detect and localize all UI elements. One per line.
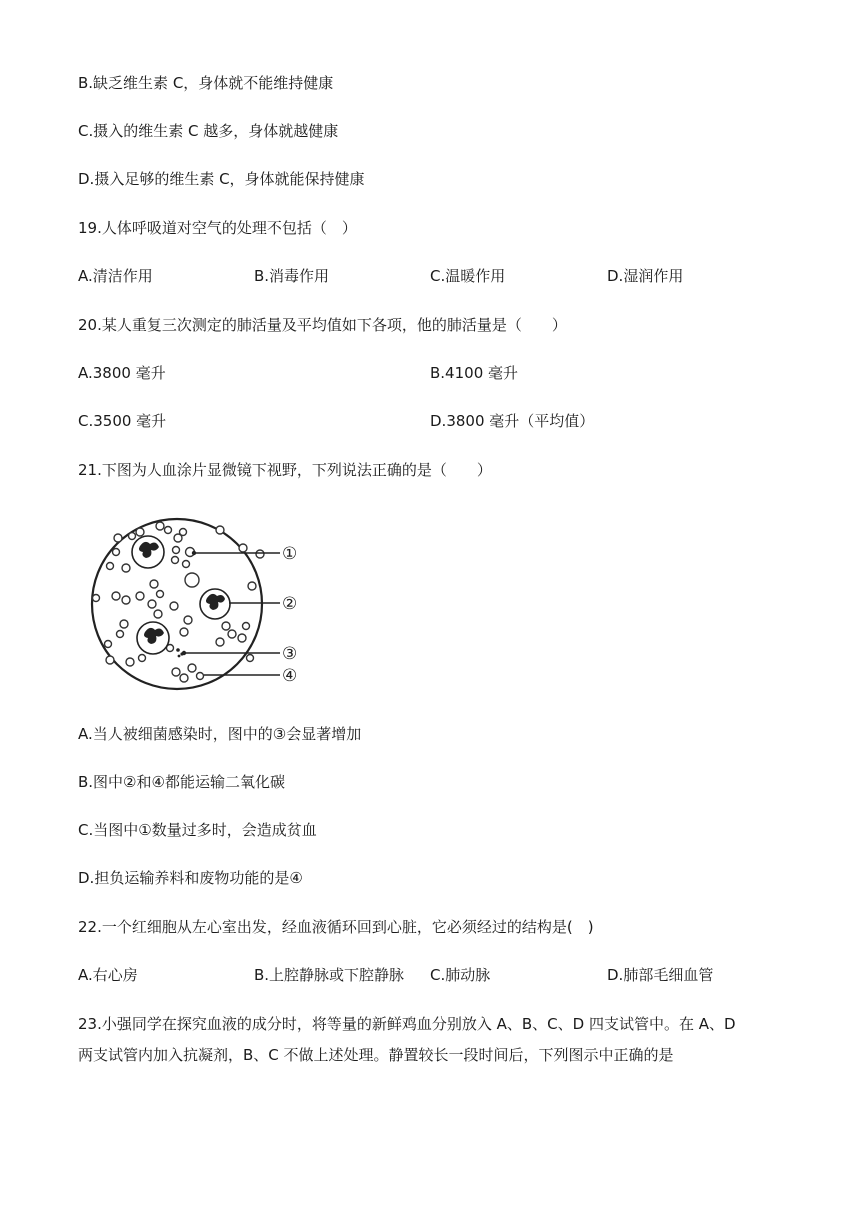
figure-label-1: ① [282, 544, 298, 564]
red-blood-cell [172, 668, 180, 676]
red-blood-cell [180, 674, 188, 682]
q23-stem-line1: 23.小强同学在探究血液的成分时，将等量的新鲜鸡血分别放入 A、B、C、D 四支试管中。在 A、D [78, 1015, 736, 1033]
red-blood-cell [136, 592, 144, 600]
red-blood-cell [122, 596, 130, 604]
q20-option-b: B.4100 毫升 [430, 364, 519, 382]
red-blood-cell [117, 631, 124, 638]
red-blood-cell [197, 673, 204, 680]
q21-stem: 21.下图为人血涂片显微镜下视野，下列说法正确的是（ ） [78, 461, 492, 479]
prev-option-b: B.缺乏维生素 C，身体就不能维持健康 [78, 74, 334, 92]
red-blood-cell [136, 528, 144, 536]
red-blood-cell [247, 655, 254, 662]
red-blood-cell [173, 547, 180, 554]
q21-option-c: C.当图中①数量过多时，会造成贫血 [78, 821, 317, 839]
white-blood-cell [132, 536, 164, 568]
red-blood-cell [222, 622, 230, 630]
platelet [178, 655, 181, 658]
red-blood-cell [150, 580, 158, 588]
red-blood-cell [172, 557, 179, 564]
red-blood-cell [216, 526, 224, 534]
red-blood-cell [180, 628, 188, 636]
q23-stem-line2: 两支试管内加入抗凝剂，B、C 不做上述处理。静置较长一段时间后，下列图示中正确的是 [78, 1046, 674, 1064]
red-blood-cell [122, 564, 130, 572]
red-blood-cell [105, 641, 112, 648]
prev-option-c: C.摄入的维生素 C 越多，身体就越健康 [78, 122, 339, 140]
q20-stem: 20.某人重复三次测定的肺活量及平均值如下各项，他的肺活量是（ ） [78, 316, 567, 334]
red-blood-cell [243, 623, 250, 630]
figure-label-3: ③ [282, 644, 298, 664]
q21-option-d: D.担负运输养料和废物功能的是④ [78, 869, 303, 887]
red-blood-cell [165, 527, 172, 534]
red-blood-cell [180, 529, 187, 536]
red-blood-cell [170, 602, 178, 610]
red-blood-cell [154, 610, 162, 618]
red-blood-cell [156, 522, 164, 530]
red-blood-cell [112, 592, 120, 600]
q20-option-c: C.3500 毫升 [78, 412, 167, 430]
q19-option-a: A.清洁作用 [78, 267, 153, 285]
q21-option-a: A.当人被细菌感染时，图中的③会显著增加 [78, 725, 362, 743]
red-blood-cell [106, 656, 114, 664]
red-blood-cell [188, 664, 196, 672]
red-blood-cell [185, 573, 199, 587]
q22-option-c: C.肺动脉 [430, 966, 491, 984]
platelet [176, 648, 180, 652]
q19-stem: 19.人体呼吸道对空气的处理不包括（ ） [78, 219, 357, 237]
red-blood-cell [113, 549, 120, 556]
red-blood-cell [126, 658, 134, 666]
q19-option-c: C.温暖作用 [430, 267, 506, 285]
q22-option-a: A.右心房 [78, 966, 138, 984]
q19-option-b: B.消毒作用 [254, 267, 330, 285]
prev-option-d: D.摄入足够的维生素 C，身体就能保持健康 [78, 170, 365, 188]
blood-smear-figure [80, 508, 320, 698]
red-blood-cell [248, 582, 256, 590]
q20-option-d: D.3800 毫升（平均值） [430, 412, 595, 430]
red-blood-cell [228, 630, 236, 638]
red-blood-cell [239, 544, 247, 552]
q22-option-d: D.肺部毛细血管 [607, 966, 714, 984]
red-blood-cell [238, 634, 246, 642]
q22-stem: 22.一个红细胞从左心室出发，经血液循环回到心脏，它必须经过的结构是( ) [78, 918, 594, 936]
figure-label-4: ④ [282, 666, 298, 686]
red-blood-cell [107, 563, 114, 570]
q20-option-a: A.3800 毫升 [78, 364, 166, 382]
red-blood-cell [157, 591, 164, 598]
red-blood-cell [129, 533, 136, 540]
red-blood-cell [183, 561, 190, 568]
q21-option-b: B.图中②和④都能运输二氧化碳 [78, 773, 285, 791]
red-blood-cell [184, 616, 192, 624]
white-blood-cell [137, 622, 169, 654]
q19-option-d: D.湿润作用 [607, 267, 684, 285]
red-blood-cell [120, 620, 128, 628]
red-blood-cell [148, 600, 156, 608]
red-blood-cell [93, 595, 100, 602]
figure-label-2: ② [282, 594, 298, 614]
red-blood-cell [256, 550, 264, 558]
red-blood-cell [114, 534, 122, 542]
white-blood-cell [200, 589, 230, 619]
q22-option-b: B.上腔静脉或下腔静脉 [254, 966, 405, 984]
red-blood-cell [216, 638, 224, 646]
red-blood-cell [139, 655, 146, 662]
